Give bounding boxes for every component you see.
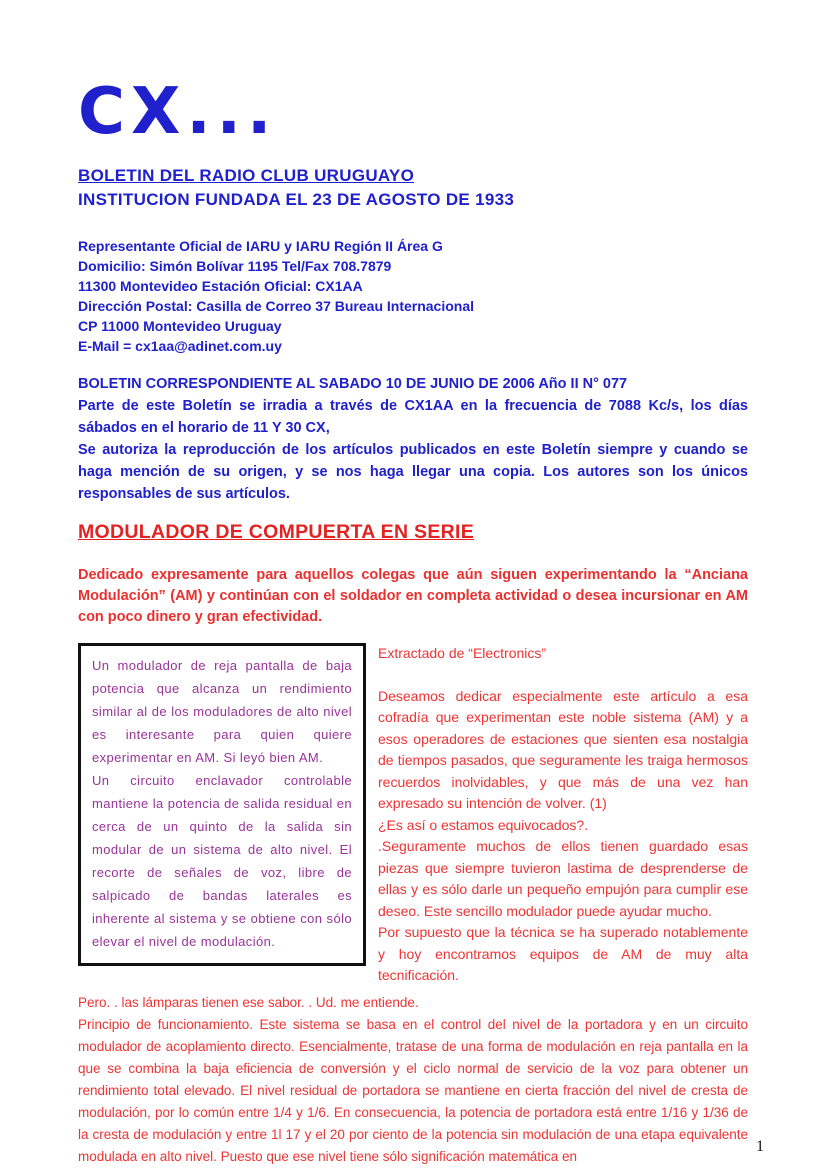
article-bottom-section bbox=[78, 992, 748, 1168]
article-paragraph-3: .Seguramente muchos de ellos tienen guardado esas piezas que siempre tuvieron lastima de desprenderse de ellas y es sólo darle un pequeño empujón para cumplir ese deseo. Este sencillo modulador puede ayudar mucho. bbox=[378, 838, 748, 919]
contact-line-email: E-Mail = cx1aa@adinet.com.uy bbox=[78, 338, 282, 354]
issue-broadcast-paragraph: Parte de este Boletín se irradia a través de CX1AA en la frecuencia de 7088 Kc/s, los días sábados en el horario de 11 Y 30 CX, bbox=[78, 398, 748, 436]
bulletin-subtitle: INSTITUCION FUNDADA EL 23 DE AGOSTO DE 1933 bbox=[78, 190, 515, 209]
article-operating-principle-paragraph: Principio de funcionamiento. Este sistema se basa en el control del nivel de la portadora y en un circuito modulador de acoplamiento directo. Esencialmente, tratase de una forma de modulación en reja pantalla en la que se combina la baja eficiencia de conversión y el ciclo normal de servicio de la voz para obtener un rendimiento total elevado. El nivel residual de portadora se mantiene en cierta fracción del nivel de cresta de modulación, por lo común entre 1/4 y 1/6. En consecuencia, la potencia de portadora está entre 1/16 y 1/36 de la cresta de modulación y entre 1l 17 y el 20 por ciento de la potencia sin modulación de una etapa equivalente modulada en alto nivel. Puesto que ese nivel tiene sólo significación matemática en bbox=[78, 1016, 748, 1164]
cx-logo: CX... bbox=[78, 75, 278, 149]
article-paragraph-1: Deseamos dedicar especialmente este artículo a esa cofradía que experimentan este noble sistema (AM) y a esos operadores de estaciones que sienten esa nostalgia de tiempos pasados, que seguramente les traiga hermosos recuerdos inolvidables, y que más de una vez han expresado su intención de volver. (1) bbox=[378, 687, 748, 811]
contact-line-representative: Representante Oficial de IARU y IARU Región II Área G bbox=[78, 238, 443, 254]
article-transition-line: Pero. . las lámparas tienen ese sabor. . Ud. me entiende. bbox=[78, 994, 419, 1010]
page-number: 1 bbox=[756, 1138, 764, 1155]
quote-paragraph-2: Un circuito enclavador controlable mantiene la potencia de salida residual en cerca de un quinto de la salida sin modular de un sistema de alto nivel. El recorte de señales de voz, libre de salpicado de bandas laterales es inherente al sistema y se obtiene con sólo elevar el nivel de modulación. bbox=[92, 773, 352, 949]
page-content bbox=[78, 0, 748, 1168]
article-paragraph-2: ¿Es así o estamos equivocados?. bbox=[378, 816, 589, 833]
article-heading: MODULADOR DE COMPUERTA EN SERIE bbox=[78, 521, 475, 543]
contact-line-address: Domicilio: Simón Bolívar 1195 Tel/Fax 708.7879 bbox=[78, 258, 392, 274]
contact-line-city: CP 11000 Montevideo Uruguay bbox=[78, 318, 282, 334]
article-dedication: Dedicado expresamente para aquellos colegas que aún siguen experimentando la “Anciana Modulación” (AM) y continúan con el soldador en completa actividad o desea incursionar en AM con poco dinero y gran efectividad. bbox=[78, 567, 748, 625]
article-columns bbox=[78, 643, 748, 987]
article-paragraph-4: Por supuesto que la técnica se ha superado notablemente y hoy encontramos equipos de AM de muy alta tecnificación. bbox=[378, 924, 748, 983]
issue-reproduction-paragraph: Se autoriza la reproducción de los artículos publicados en este Boletín siempre y cuando se haga mención de su origen, y se nos haga llegar una copia. Los autores son los únicos responsables de sus artículos. bbox=[78, 442, 748, 502]
contact-block bbox=[78, 236, 748, 356]
quote-paragraph-1: Un modulador de reja pantalla de baja potencia que alcanza un rendimiento similar al de los moduladores de alto nivel es interesante para quien quiere experimentar en AM. Si leyó bien AM. bbox=[92, 658, 352, 765]
article-right-column bbox=[378, 643, 748, 987]
source-label: Extractado de “Electronics” bbox=[378, 645, 547, 661]
bulletin-title: BOLETIN DEL RADIO CLUB URUGUAYO bbox=[78, 166, 415, 185]
contact-line-postal: Dirección Postal: Casilla de Correo 37 Bureau Internacional bbox=[78, 298, 475, 314]
quote-box bbox=[78, 643, 366, 966]
issue-heading: BOLETIN CORRESPONDIENTE AL SABADO 10 DE JUNIO DE 2006 Año II N° 077 bbox=[78, 376, 628, 392]
contact-line-station: 11300 Montevideo Estación Oficial: CX1AA bbox=[78, 278, 363, 294]
